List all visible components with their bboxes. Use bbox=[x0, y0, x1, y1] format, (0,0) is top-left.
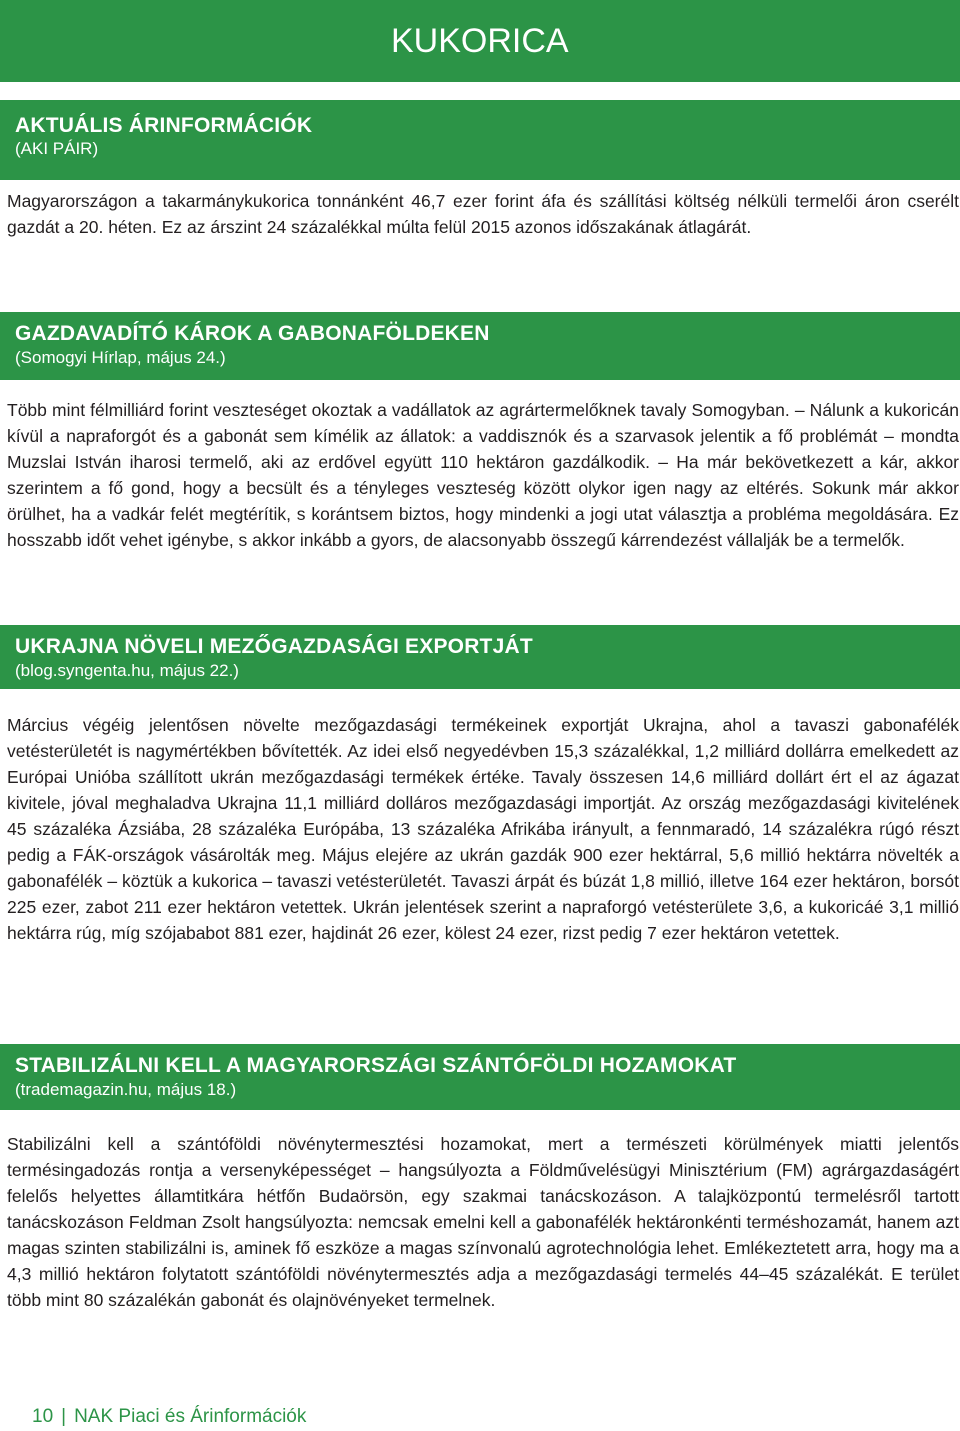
section-source: (AKI PÁIR) bbox=[15, 139, 99, 158]
section-source: (blog.syngenta.hu, május 22.) bbox=[15, 661, 239, 680]
section-body: Stabilizálni kell a szántóföldi növénytermesztési hozamokat, mert a természeti körülmények miatti jelentős termésingadozás rontja a versenyképességet – hangsúlyozta a Földművelésügyi Minisztérium (FM) agrárgazdaságért felelős helyettes államtitkára hétfőn Budaörsön, egy szakmai tanácskozáson. A talajközpontú termelésről tartott tanácskozáson Feldman Zsolt hangsúlyozta: nemcsak emelni kell a gabonafélék hektáronkénti terméshozamát, hanem azt magas szinten stabilizálni is, aminek fő eszköze a magas színvonalú agrotechnológia lehet. Emlékeztetett arra, hogy ma a 4,3 millió hektáron folytatott szántóföldi növénytermesztés adja a mezőgazdasági termelés 44–45 százalékát. E terület több mint 80 százalékán gabonát és olajnövényeket termelnek. bbox=[7, 1134, 959, 1310]
section-header-wildlife-damage bbox=[0, 312, 960, 380]
page-footer bbox=[32, 1405, 306, 1429]
section-heading: GAZDAVADÍTÓ KÁROK A GABONAFÖLDEKEN bbox=[15, 322, 490, 345]
section-heading: AKTUÁLIS ÁRINFORMÁCIÓK bbox=[15, 114, 313, 137]
section-header-ukraine-export bbox=[0, 625, 960, 689]
section-header-prices bbox=[0, 100, 960, 180]
section-body: Március végéig jelentősen növelte mezőgazdasági termékeinek exportját Ukrajna, ahol a tavaszi gabonafélék vetésterületét is nagymértékben bővítették. Az idei első negyedévben 15,3 százalékkal, 1,2 milliárd dollárra emelkedett az Európai Unióba szállított ukrán mezőgazdasági termékek értéke. Tavaly összesen 14,6 milliárd dollárt ért el az ágazat kivitele, jóval meghaladva Ukrajna 11,1 milliárd dolláros mezőgazdasági importját. Az ország mezőgazdasági kivitelének 45 százaléka Ázsiába, 28 százaléka Európába, 13 százaléka Afrikába irányult, a fennmaradó, 14 százalékra rúgó részt pedig a FÁK-országok vásárolták meg. Május elejére az ukrán gazdák 900 ezer hektárral, 5,6 millió hektárra növelték a gabonafélék – köztük a kukorica – tavaszi vetésterületét. Tavaszi árpát és búzát 1,8 millió, illetve 164 ezer hektáron, borsót 225 ezer, zabot 211 ezer hektáron vetettek. Ukrán jelentések szerint a napraforgó vetésterülete 3,6, a kukoricáé 3,1 millió hektárra rúg, míg szójababot 881 ezer, hajdinát 26 ezer, kölest 24 ezer, rizst pedig 7 ezer hektáron vetettek. bbox=[7, 715, 959, 943]
section-source: (trademagazin.hu, május 18.) bbox=[15, 1080, 237, 1099]
publication-name: NAK Piaci és Árinformációk bbox=[74, 1406, 307, 1427]
section-header-yield-stabilization bbox=[0, 1044, 960, 1110]
section-body: Magyarországon a takarmánykukorica tonnánként 46,7 ezer forint áfa és szállítási költség nélküli termelői áron cserélt gazdát a 20. héten. Ez az árszint 24 százalékkal múlta felül 2015 azonos időszakának átlagárát. bbox=[7, 191, 959, 237]
section-heading: UKRAJNA NÖVELI MEZŐGAZDASÁGI EXPORTJÁT bbox=[15, 635, 533, 658]
section-body: Több mint félmilliárd forint veszteséget okoztak a vadállatok az agrártermelőknek tavaly Somogyban. – Nálunk a kukoricán kívül a napraforgót és a gabonát sem kímélik az állatok: a vaddisznók és a szarvasok jelentik a fő problémát – mondta Muzslai István iharosi termelő, aki az erdővel együtt 110 hektáron gazdálkodik. – Ha már bekövetkezett a kár, akkor szerintem a fő gond, hogy a becsült és a tényleges veszteség között olykor igen nagy az eltérés. Sokunk már akkor örülhet, ha a vadkár felét megtérítik, s korántsem biztos, hogy mindenki a jogi utat választja a probléma megoldására. Ez hosszabb időt vehet igénybe, s akkor inkább a gyors, de alacsonyabb összegű kárrendezést vállalják be a termelők. bbox=[7, 400, 959, 550]
page-number: 10 bbox=[32, 1406, 54, 1427]
section-source: (Somogyi Hírlap, május 24.) bbox=[15, 348, 226, 367]
page-title: KUKORICA bbox=[391, 22, 569, 60]
section-heading: STABILIZÁLNI KELL A MAGYARORSZÁGI SZÁNTÓFÖLDI HOZAMOKAT bbox=[15, 1054, 737, 1077]
footer-separator: | bbox=[61, 1406, 67, 1427]
page-title-band bbox=[0, 0, 960, 82]
